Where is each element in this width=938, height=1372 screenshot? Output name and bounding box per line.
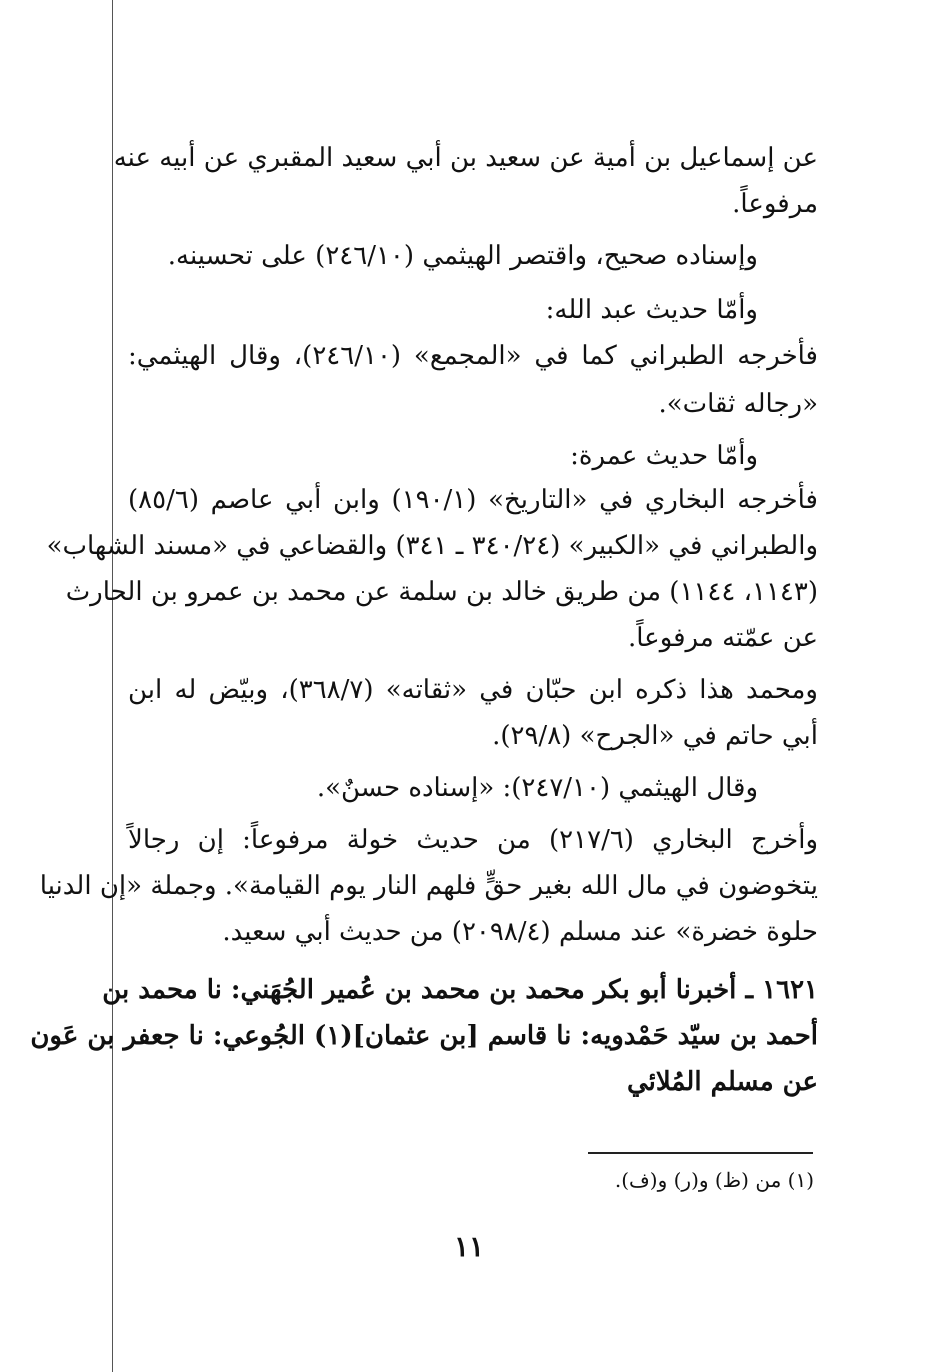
text-line: أحمد بن سيّد حَمْدويه: نا قاسم [بن عثمان](١) الجُوعي: نا جعفر بن عَون [30, 1021, 818, 1051]
text-line: ١٦٢١ ـ أخبرنا أبو بكر محمد بن محمد بن عُمير الجُهَني: نا محمد بن [102, 975, 818, 1005]
text-line: وأخرج البخاري (٢١٧/٦) من حديث خولة مرفوعاً: إن رجالاً [128, 825, 818, 855]
text-line: «رجاله ثقات». [658, 389, 818, 419]
page-edge-rule [112, 0, 113, 1372]
text-line: وأمّا حديث عمرة: [570, 441, 758, 471]
page-number: ١١ [453, 1230, 485, 1263]
text-line: وقال الهيثمي (٢٤٧/١٠): «إسناده حسنٌ». [316, 773, 758, 803]
footnote: (١) من (ظ) و(ر) و(ف). [614, 1168, 814, 1192]
text-line: عن عمّته مرفوعاً. [628, 623, 818, 653]
text-line: فأخرجه البخاري في «التاريخ» (١٩٠/١) وابن أبي عاصم (٨٥/٦) [128, 485, 818, 515]
text-line: وإسناده صحيح، واقتصر الهيثمي (٢٤٦/١٠) على تحسينه. [167, 241, 758, 271]
text-line: حلوة خضرة» عند مسلم (٢٠٩٨/٤) من حديث أبي سعيد. [222, 917, 818, 947]
text-line: فأخرجه الطبراني كما في «المجمع» (٢٤٦/١٠)، وقال الهيثمي: [128, 341, 818, 371]
text-line: (١١٤٣، ١١٤٤) من طريق خالد بن سلمة عن محمد بن عمرو بن الحارث [65, 577, 818, 607]
text-line: والطبراني في «الكبير» (٣٤٠/٢٤ ـ ٣٤١) والقضاعي في «مسند الشهاب» [46, 531, 818, 561]
text-line: ومحمد هذا ذكره ابن حبّان في «ثقاته» (٣٦٨/٧)، وبيّض له ابن [128, 675, 818, 705]
text-line: يتخوضون في مال الله بغير حقٍّ فلهم النار يوم القيامة». وجملة «إن الدنيا [39, 871, 818, 901]
text-line: عن إسماعيل بن أمية عن سعيد بن أبي سعيد المقبري عن أبيه عنه [113, 143, 818, 173]
text-line: أبي حاتم في «الجرح» (٢٩/٨). [492, 721, 818, 751]
text-line: وأمّا حديث عبد الله: [545, 295, 758, 325]
footnote-separator [588, 1152, 813, 1154]
text-line: مرفوعاً. [732, 189, 818, 219]
text-line: عن مسلم المُلائي [626, 1067, 818, 1097]
